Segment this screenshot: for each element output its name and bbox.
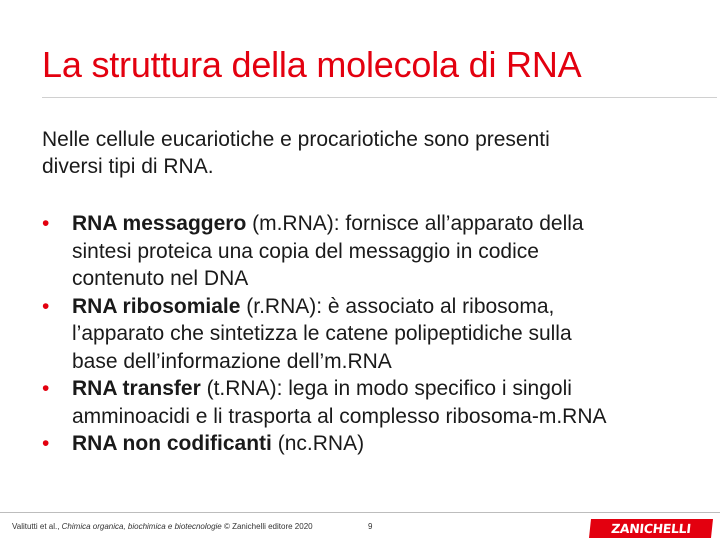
- footer-authors: Valitutti et al.,: [12, 522, 62, 531]
- footer-work-title: Chimica organica, biochimica e biotecnologie: [61, 522, 222, 531]
- intro-paragraph: [42, 126, 682, 180]
- bullet-text: sintesi proteica una copia del messaggio in codice: [72, 239, 539, 263]
- bullet-text: (m.RNA): fornisce all’apparato della: [246, 212, 584, 235]
- bullet-term: RNA non codificanti: [72, 432, 272, 455]
- list-item-ribosomiale: [42, 293, 702, 376]
- bullet-icon: •: [42, 377, 50, 400]
- slide-title: La struttura della molecola di RNA: [42, 44, 582, 85]
- footer-divider: [0, 512, 720, 513]
- bullet-term: RNA ribosomiale: [72, 294, 241, 318]
- intro-line: diversi tipi di RNA.: [42, 155, 214, 178]
- bullet-term: RNA transfer: [72, 377, 201, 400]
- bullet-icon: •: [42, 212, 50, 235]
- bullet-icon: •: [42, 294, 50, 318]
- bullet-text: contenuto nel DNA: [72, 267, 249, 290]
- bullet-text: (t.RNA): lega in modo specifico i singoli: [200, 377, 572, 400]
- list-item-non-codificanti: [42, 430, 702, 458]
- publisher-logo: ZANICHELLI: [589, 519, 713, 538]
- footer-credit: [12, 522, 313, 531]
- page-number: 9: [368, 522, 373, 531]
- bullet-text: (nc.RNA): [271, 432, 365, 455]
- bullet-term: RNA messaggero: [72, 212, 247, 235]
- bullet-icon: •: [42, 432, 50, 455]
- list-item-messaggero: [42, 210, 702, 293]
- bullet-text: amminoacidi e li trasporta al complesso ribosoma-m.RNA: [72, 404, 607, 428]
- title-divider: [42, 97, 717, 98]
- list-item-transfer: [42, 375, 702, 430]
- bullet-text: (r.RNA): è associato al ribosoma,: [240, 294, 555, 318]
- footer-rights: © Zanichelli editore 2020: [221, 522, 313, 531]
- bullet-text: l’apparato che sintetizza le catene polipeptidiche sulla: [72, 322, 572, 345]
- bullet-text: base dell’informazione dell’m.RNA: [72, 349, 392, 373]
- rna-types-list: [42, 210, 702, 458]
- intro-line: Nelle cellule eucariotiche e procariotiche sono presenti: [42, 128, 550, 151]
